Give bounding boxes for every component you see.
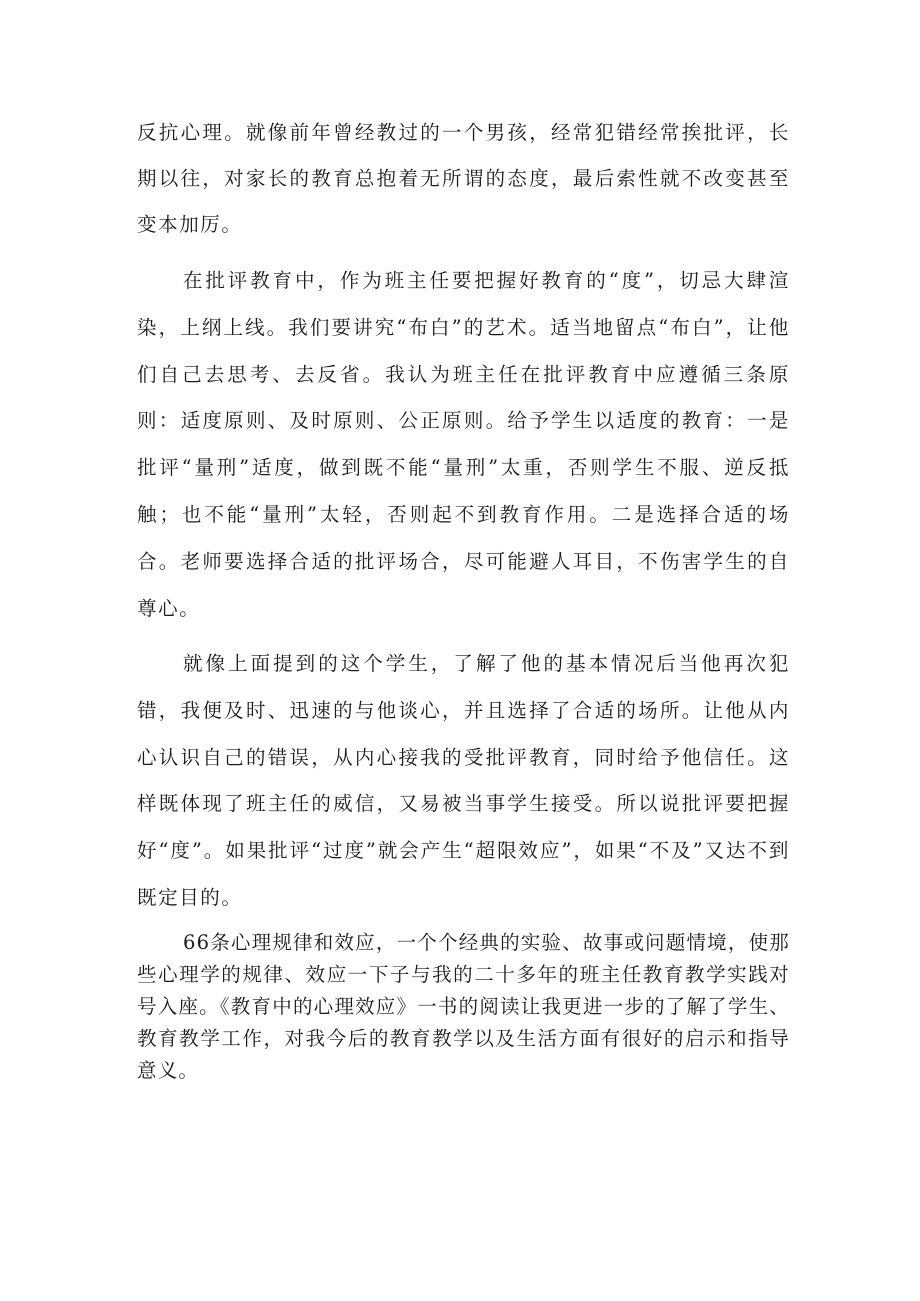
paragraph-1: 反抗心理。就像前年曾经教过的一个男孩，经常犯错经常挨批评，长期以往，对家长的教育总抱着无所谓的态度，最后索性就不改变甚至变本加厉。	[137, 121, 790, 236]
paragraph-4: 66条心理规律和效应，一个个经典的实验、故事或问题情境，使那些心理学的规律、效应一下子与我的二十多年的班主任教育教学实践对号入座。《教育中的心理效应》一书的阅读让我更进一步的了解了学生、教育教学工作，对我今后的教育教学以及生活方面有很好的启示和指导意义。	[137, 931, 790, 1082]
paragraph-3: 就像上面提到的这个学生，了解了他的基本情况后当他再次犯错，我便及时、迅速的与他谈心，并且选择了合适的场所。让他从内心认识自己的错误，从内心接我的受批评教育，同时给予他信任。这样既体现了班主任的威信，又易被当事学生接受。所以说批评要把握好“度”。如果批评“过度”就会产生“超限效应”，如果“不及”又达不到既定目的。	[137, 652, 790, 909]
paragraph-2: 在批评教育中，作为班主任要把握好教育的“度”，切忌大肆渲染，上纲上线。我们要讲究“布白”的艺术。适当地留点“布白”，让他们自己去思考、去反省。我认为班主任在批评教育中应遵循三条原则：适度原则、及时原则、公正原则。给予学生以适度的教育：一是批评“量刑”适度，做到既不能“量刑”太重，否则学生不服、逆反抵触；也不能“量刑”太轻，否则起不到教育作用。二是选择合适的场合。老师要选择合适的批评场合，尽可能避人耳目，不伤害学生的自尊心。	[137, 269, 790, 620]
